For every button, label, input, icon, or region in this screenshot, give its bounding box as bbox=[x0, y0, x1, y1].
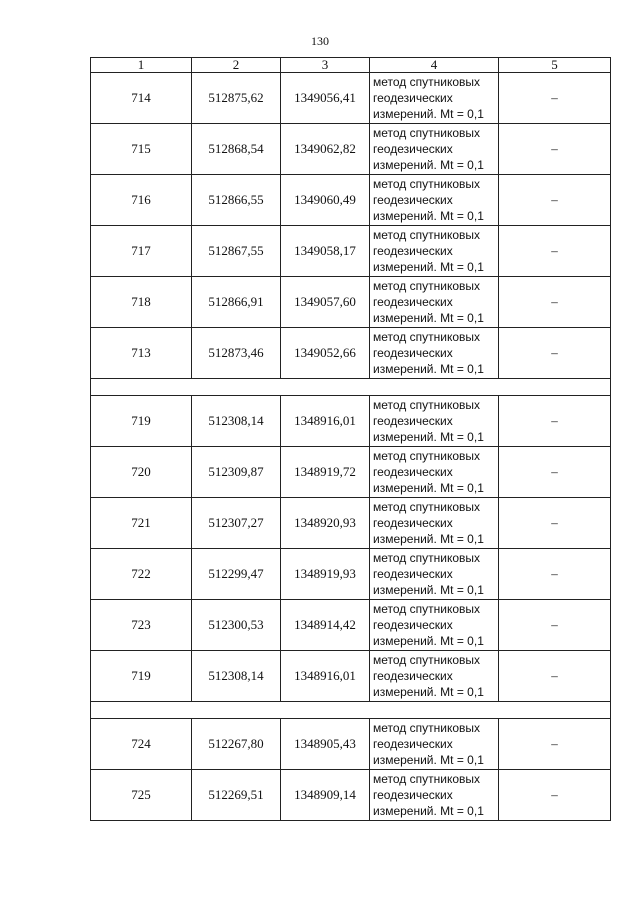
point-number-cell: 723 bbox=[91, 600, 192, 651]
note-cell: – bbox=[499, 447, 611, 498]
method-line: измерений. Mt = 0,1 bbox=[373, 362, 484, 376]
method-line: измерений. Mt = 0,1 bbox=[373, 107, 484, 121]
method-line: измерений. Mt = 0,1 bbox=[373, 583, 484, 597]
method-cell bbox=[370, 498, 499, 549]
method-cell bbox=[370, 719, 499, 770]
point-number-cell: 724 bbox=[91, 719, 192, 770]
point-number-cell: 718 bbox=[91, 277, 192, 328]
method-line: измерений. Mt = 0,1 bbox=[373, 209, 484, 223]
y-coordinate-cell: 1348920,93 bbox=[281, 498, 370, 549]
method-cell bbox=[370, 73, 499, 124]
x-coordinate-cell: 512299,47 bbox=[192, 549, 281, 600]
method-cell bbox=[370, 770, 499, 821]
table-row bbox=[91, 396, 611, 447]
point-number-cell: 717 bbox=[91, 226, 192, 277]
x-coordinate-cell: 512307,27 bbox=[192, 498, 281, 549]
point-number-cell: 720 bbox=[91, 447, 192, 498]
method-line: метод спутниковых bbox=[373, 772, 481, 786]
y-coordinate-cell: 1348919,93 bbox=[281, 549, 370, 600]
method-line: геодезических bbox=[373, 788, 453, 802]
y-coordinate-cell: 1348909,14 bbox=[281, 770, 370, 821]
x-coordinate-cell: 512308,14 bbox=[192, 396, 281, 447]
y-coordinate-cell: 1348916,01 bbox=[281, 396, 370, 447]
header-col-4: 4 bbox=[370, 58, 499, 73]
x-coordinate-cell: 512866,55 bbox=[192, 175, 281, 226]
point-number-cell: 722 bbox=[91, 549, 192, 600]
method-cell bbox=[370, 277, 499, 328]
point-number-cell: 714 bbox=[91, 73, 192, 124]
table-row bbox=[91, 498, 611, 549]
x-coordinate-cell: 512300,53 bbox=[192, 600, 281, 651]
note-cell: – bbox=[499, 396, 611, 447]
point-number-cell: 719 bbox=[91, 396, 192, 447]
method-line: геодезических bbox=[373, 295, 453, 309]
table-row bbox=[91, 600, 611, 651]
note-cell: – bbox=[499, 498, 611, 549]
point-number-cell: 715 bbox=[91, 124, 192, 175]
point-number-cell: 716 bbox=[91, 175, 192, 226]
method-line: геодезических bbox=[373, 244, 453, 258]
method-line: метод спутниковых bbox=[373, 330, 481, 344]
method-line: измерений. Mt = 0,1 bbox=[373, 753, 484, 767]
method-cell bbox=[370, 549, 499, 600]
table-row bbox=[91, 277, 611, 328]
table-row bbox=[91, 328, 611, 379]
point-number-cell: 713 bbox=[91, 328, 192, 379]
method-line: геодезических bbox=[373, 346, 453, 360]
method-cell bbox=[370, 396, 499, 447]
method-line: геодезических bbox=[373, 516, 453, 530]
method-line: геодезических bbox=[373, 618, 453, 632]
method-line: измерений. Mt = 0,1 bbox=[373, 260, 484, 274]
x-coordinate-cell: 512309,87 bbox=[192, 447, 281, 498]
table-row bbox=[91, 719, 611, 770]
method-line: геодезических bbox=[373, 142, 453, 156]
y-coordinate-cell: 1349057,60 bbox=[281, 277, 370, 328]
y-coordinate-cell: 1348905,43 bbox=[281, 719, 370, 770]
x-coordinate-cell: 512267,80 bbox=[192, 719, 281, 770]
coordinates-table bbox=[90, 57, 611, 821]
method-cell bbox=[370, 328, 499, 379]
table-row bbox=[91, 770, 611, 821]
method-line: измерений. Mt = 0,1 bbox=[373, 481, 484, 495]
method-cell bbox=[370, 226, 499, 277]
y-coordinate-cell: 1348914,42 bbox=[281, 600, 370, 651]
header-col-2: 2 bbox=[192, 58, 281, 73]
method-line: измерений. Mt = 0,1 bbox=[373, 158, 484, 172]
page-number: 130 bbox=[311, 34, 329, 48]
method-line: измерений. Mt = 0,1 bbox=[373, 430, 484, 444]
header-col-1: 1 bbox=[91, 58, 192, 73]
method-line: геодезических bbox=[373, 414, 453, 428]
point-number-cell: 719 bbox=[91, 651, 192, 702]
point-number-cell: 721 bbox=[91, 498, 192, 549]
header-col-5: 5 bbox=[499, 58, 611, 73]
method-cell bbox=[370, 124, 499, 175]
note-cell: – bbox=[499, 651, 611, 702]
method-cell bbox=[370, 175, 499, 226]
method-line: метод спутниковых bbox=[373, 279, 481, 293]
method-line: измерений. Mt = 0,1 bbox=[373, 311, 484, 325]
group-separator-row bbox=[91, 379, 611, 396]
table-body bbox=[91, 73, 611, 821]
x-coordinate-cell: 512308,14 bbox=[192, 651, 281, 702]
point-number-cell: 725 bbox=[91, 770, 192, 821]
note-cell: – bbox=[499, 719, 611, 770]
method-cell bbox=[370, 447, 499, 498]
table-row bbox=[91, 549, 611, 600]
table-row bbox=[91, 124, 611, 175]
header-col-3: 3 bbox=[281, 58, 370, 73]
table-row bbox=[91, 447, 611, 498]
table-row bbox=[91, 175, 611, 226]
note-cell: – bbox=[499, 226, 611, 277]
method-cell bbox=[370, 600, 499, 651]
method-line: геодезических bbox=[373, 567, 453, 581]
method-line: геодезических bbox=[373, 737, 453, 751]
table-row bbox=[91, 73, 611, 124]
method-line: метод спутниковых bbox=[373, 500, 481, 514]
y-coordinate-cell: 1349056,41 bbox=[281, 73, 370, 124]
y-coordinate-cell: 1349052,66 bbox=[281, 328, 370, 379]
note-cell: – bbox=[499, 770, 611, 821]
x-coordinate-cell: 512269,51 bbox=[192, 770, 281, 821]
method-line: метод спутниковых bbox=[373, 449, 481, 463]
method-line: измерений. Mt = 0,1 bbox=[373, 634, 484, 648]
group-separator-row bbox=[91, 702, 611, 719]
y-coordinate-cell: 1349062,82 bbox=[281, 124, 370, 175]
method-line: метод спутниковых bbox=[373, 653, 481, 667]
method-line: геодезических bbox=[373, 669, 453, 683]
note-cell: – bbox=[499, 549, 611, 600]
note-cell: – bbox=[499, 600, 611, 651]
note-cell: – bbox=[499, 277, 611, 328]
method-line: геодезических bbox=[373, 91, 453, 105]
note-cell: – bbox=[499, 328, 611, 379]
method-line: метод спутниковых bbox=[373, 228, 481, 242]
x-coordinate-cell: 512875,62 bbox=[192, 73, 281, 124]
method-line: метод спутниковых bbox=[373, 75, 481, 89]
method-line: геодезических bbox=[373, 193, 453, 207]
y-coordinate-cell: 1348916,01 bbox=[281, 651, 370, 702]
x-coordinate-cell: 512867,55 bbox=[192, 226, 281, 277]
method-line: измерений. Mt = 0,1 bbox=[373, 532, 484, 546]
method-line: метод спутниковых bbox=[373, 126, 481, 140]
x-coordinate-cell: 512873,46 bbox=[192, 328, 281, 379]
group-separator-cell bbox=[91, 702, 611, 719]
table-header-row bbox=[91, 58, 611, 73]
method-line: измерений. Mt = 0,1 bbox=[373, 685, 484, 699]
x-coordinate-cell: 512868,54 bbox=[192, 124, 281, 175]
note-cell: – bbox=[499, 73, 611, 124]
method-line: метод спутниковых bbox=[373, 177, 481, 191]
y-coordinate-cell: 1348919,72 bbox=[281, 447, 370, 498]
method-line: измерений. Mt = 0,1 bbox=[373, 804, 484, 818]
method-line: метод спутниковых bbox=[373, 602, 481, 616]
method-line: геодезических bbox=[373, 465, 453, 479]
x-coordinate-cell: 512866,91 bbox=[192, 277, 281, 328]
table-row bbox=[91, 226, 611, 277]
note-cell: – bbox=[499, 175, 611, 226]
y-coordinate-cell: 1349058,17 bbox=[281, 226, 370, 277]
table-row bbox=[91, 651, 611, 702]
note-cell: – bbox=[499, 124, 611, 175]
y-coordinate-cell: 1349060,49 bbox=[281, 175, 370, 226]
method-line: метод спутниковых bbox=[373, 721, 481, 735]
method-cell bbox=[370, 651, 499, 702]
group-separator-cell bbox=[91, 379, 611, 396]
method-line: метод спутниковых bbox=[373, 398, 481, 412]
method-line: метод спутниковых bbox=[373, 551, 481, 565]
